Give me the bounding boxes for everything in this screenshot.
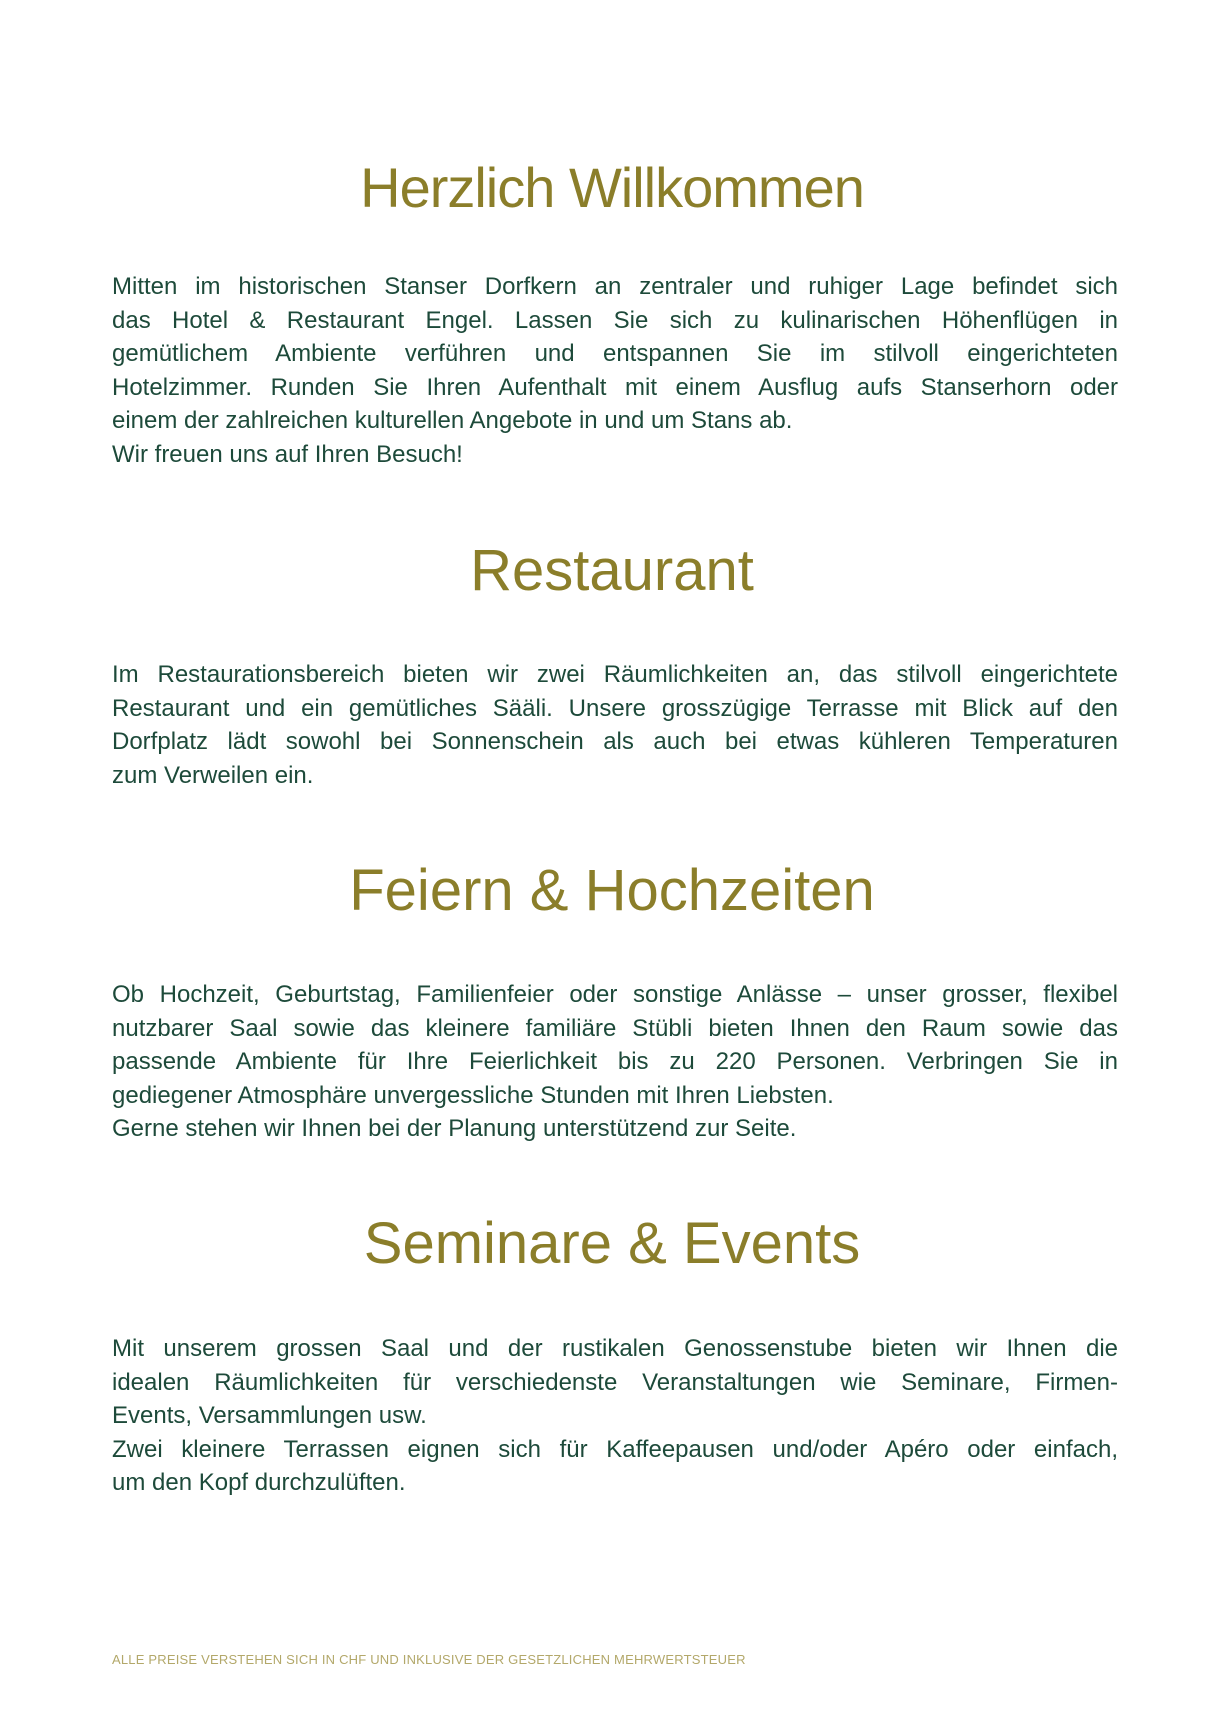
text-line: Wir freuen uns auf Ihren Besuch! <box>112 440 463 468</box>
text-line: Hotelzimmer. Runden Sie Ihren Aufenthalt mit einem Ausflug aufs Stanserhorn oder <box>112 373 1118 401</box>
text-line: zum Verweilen ein. <box>112 761 314 789</box>
text-line: Mit unserem grossen Saal und der rustikalen Genossenstube bieten wir Ihnen die <box>112 1335 1118 1362</box>
text-line: Im Restaurationsbereich bieten wir zwei Räumlichkeiten an, das stilvoll eingerichtete <box>112 661 1118 688</box>
text-line: gemütlichem Ambiente verführen und entspannen Sie im stilvoll eingerichteten <box>112 340 1118 367</box>
footer-note: ALLE PREISE VERSTEHEN SICH IN CHF UND INKLUSIVE DER GESETZLICHEN MEHRWERTSTEUER <box>112 1652 746 1667</box>
text-line: passende Ambiente für Ihre Feierlichkeit bis zu 220 Personen. Verbringen Sie in <box>112 1048 1118 1075</box>
text-line: Mitten im historischen Stanser Dorfkern an zentraler und ruhiger Lage befindet sich <box>112 273 1118 300</box>
section-heading-feiern: Feiern & Hochzeiten <box>349 858 875 923</box>
section-text-welcome <box>112 270 1118 471</box>
text-line: Events, Versammlungen usw. <box>112 1402 427 1429</box>
text-line: Dorfplatz lädt sowohl bei Sonnenschein als auch bei etwas kühleren Temperaturen <box>112 728 1118 755</box>
text-line: um den Kopf durchzulüften. <box>112 1469 406 1496</box>
section-text-restaurant <box>112 658 1118 792</box>
section-heading-welcome: Herzlich Willkommen <box>360 156 864 219</box>
text-line: idealen Räumlichkeiten für verschiedenste Veranstaltungen wie Seminare, Firmen- <box>112 1368 1118 1396</box>
text-line: Zwei kleinere Terrassen eignen sich für Kaffeepausen und/oder Apéro oder einfach, <box>112 1435 1118 1463</box>
section-heading-restaurant: Restaurant <box>470 538 754 603</box>
text-line: Ob Hochzeit, Geburtstag, Familienfeier oder sonstige Anlässe – unser grosser, flexibel <box>112 981 1118 1008</box>
text-line: einem der zahlreichen kulturellen Angebote in und um Stans ab. <box>112 407 793 434</box>
section-text-seminare <box>112 1332 1118 1500</box>
text-line: nutzbarer Saal sowie das kleinere familiäre Stübli bieten Ihnen den Raum sowie das <box>112 1014 1118 1042</box>
text-line: gediegener Atmosphäre unvergessliche Stunden mit Ihren Liebsten. <box>112 1081 834 1109</box>
text-line: Restaurant und ein gemütliches Sääli. Unsere grosszügige Terrasse mit Blick auf den <box>112 694 1118 722</box>
text-line: das Hotel & Restaurant Engel. Lassen Sie sich zu kulinarischen Höhenflügen in <box>112 306 1118 334</box>
text-line: Gerne stehen wir Ihnen bei der Planung unterstützend zur Seite. <box>112 1115 797 1142</box>
section-text-feiern <box>112 978 1118 1146</box>
section-heading-seminare: Seminare & Events <box>363 1211 861 1276</box>
